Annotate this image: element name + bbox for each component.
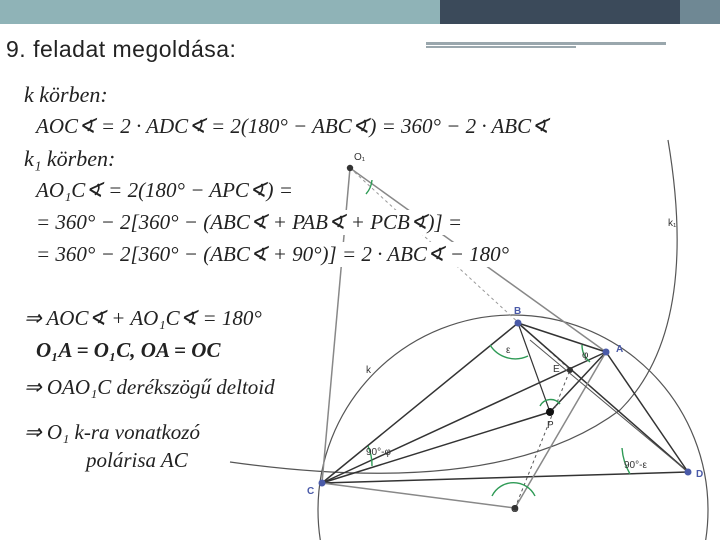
circle-k1 [230,140,677,473]
text-k1-korben: k₁ körben: [24,146,116,171]
text-equation-2: AO₁C∢ = 2(180° − APC∢) = [36,178,293,202]
text-conclusion-4: ⇒ O₁ k-ra vonatkozó [24,420,200,444]
label-k1: k₁ [668,218,677,229]
text-equation-1: AOC∢ = 2 · ADC∢ = 2(180° − ABC∢) = 360° − 2 · ABC∢ [36,114,549,138]
label-a: A [616,344,624,355]
label-phi: φ [582,350,589,361]
text-equation-4: = 360° − 2[360° − (ABC∢ + 90°)] = 2 · ABC∢ − 180° [36,242,510,266]
text-conclusion-2: O₁A = O₁C, OA = OC [36,338,221,362]
point-o1 [347,165,353,171]
label-epsilon: ε [506,345,511,356]
label-k: k [366,365,371,376]
line-c-b [322,323,518,483]
line-o-a [515,352,606,508]
label-angle-c: 90°-φ [366,447,391,458]
label-c: C [307,486,315,497]
text-conclusion-3: ⇒ OAO₁C derékszögű deltoid [24,375,275,399]
point-a [603,349,610,356]
page-title: 9. feladat megoldása: [6,36,237,62]
line-c-o [322,483,515,508]
label-e: E [553,364,560,375]
line-e-d [530,340,688,472]
point-b [515,320,522,327]
label-o1: O₁ [354,152,366,163]
text-equation-3: = 360° − 2[360° − (ABC∢ + PAB∢ + PCB∢)] = [36,210,463,234]
label-angle-d: 90°-ε [624,460,647,471]
point-e [567,367,573,373]
label-o: O [511,504,519,515]
line-b-a [518,323,606,352]
line-c-p [322,412,550,483]
point-d [685,469,692,476]
text-k-korben: k körben: [24,82,108,107]
label-b: B [514,306,522,317]
line-c-a [322,352,606,483]
text-conclusion-5: polárisa AC [86,448,188,472]
point-p [546,408,554,416]
label-p: P [547,420,554,431]
point-c [319,480,326,487]
label-d: D [696,469,704,480]
text-conclusion-1: ⇒ AOC∢ + AO₁C∢ = 180° [24,306,262,330]
